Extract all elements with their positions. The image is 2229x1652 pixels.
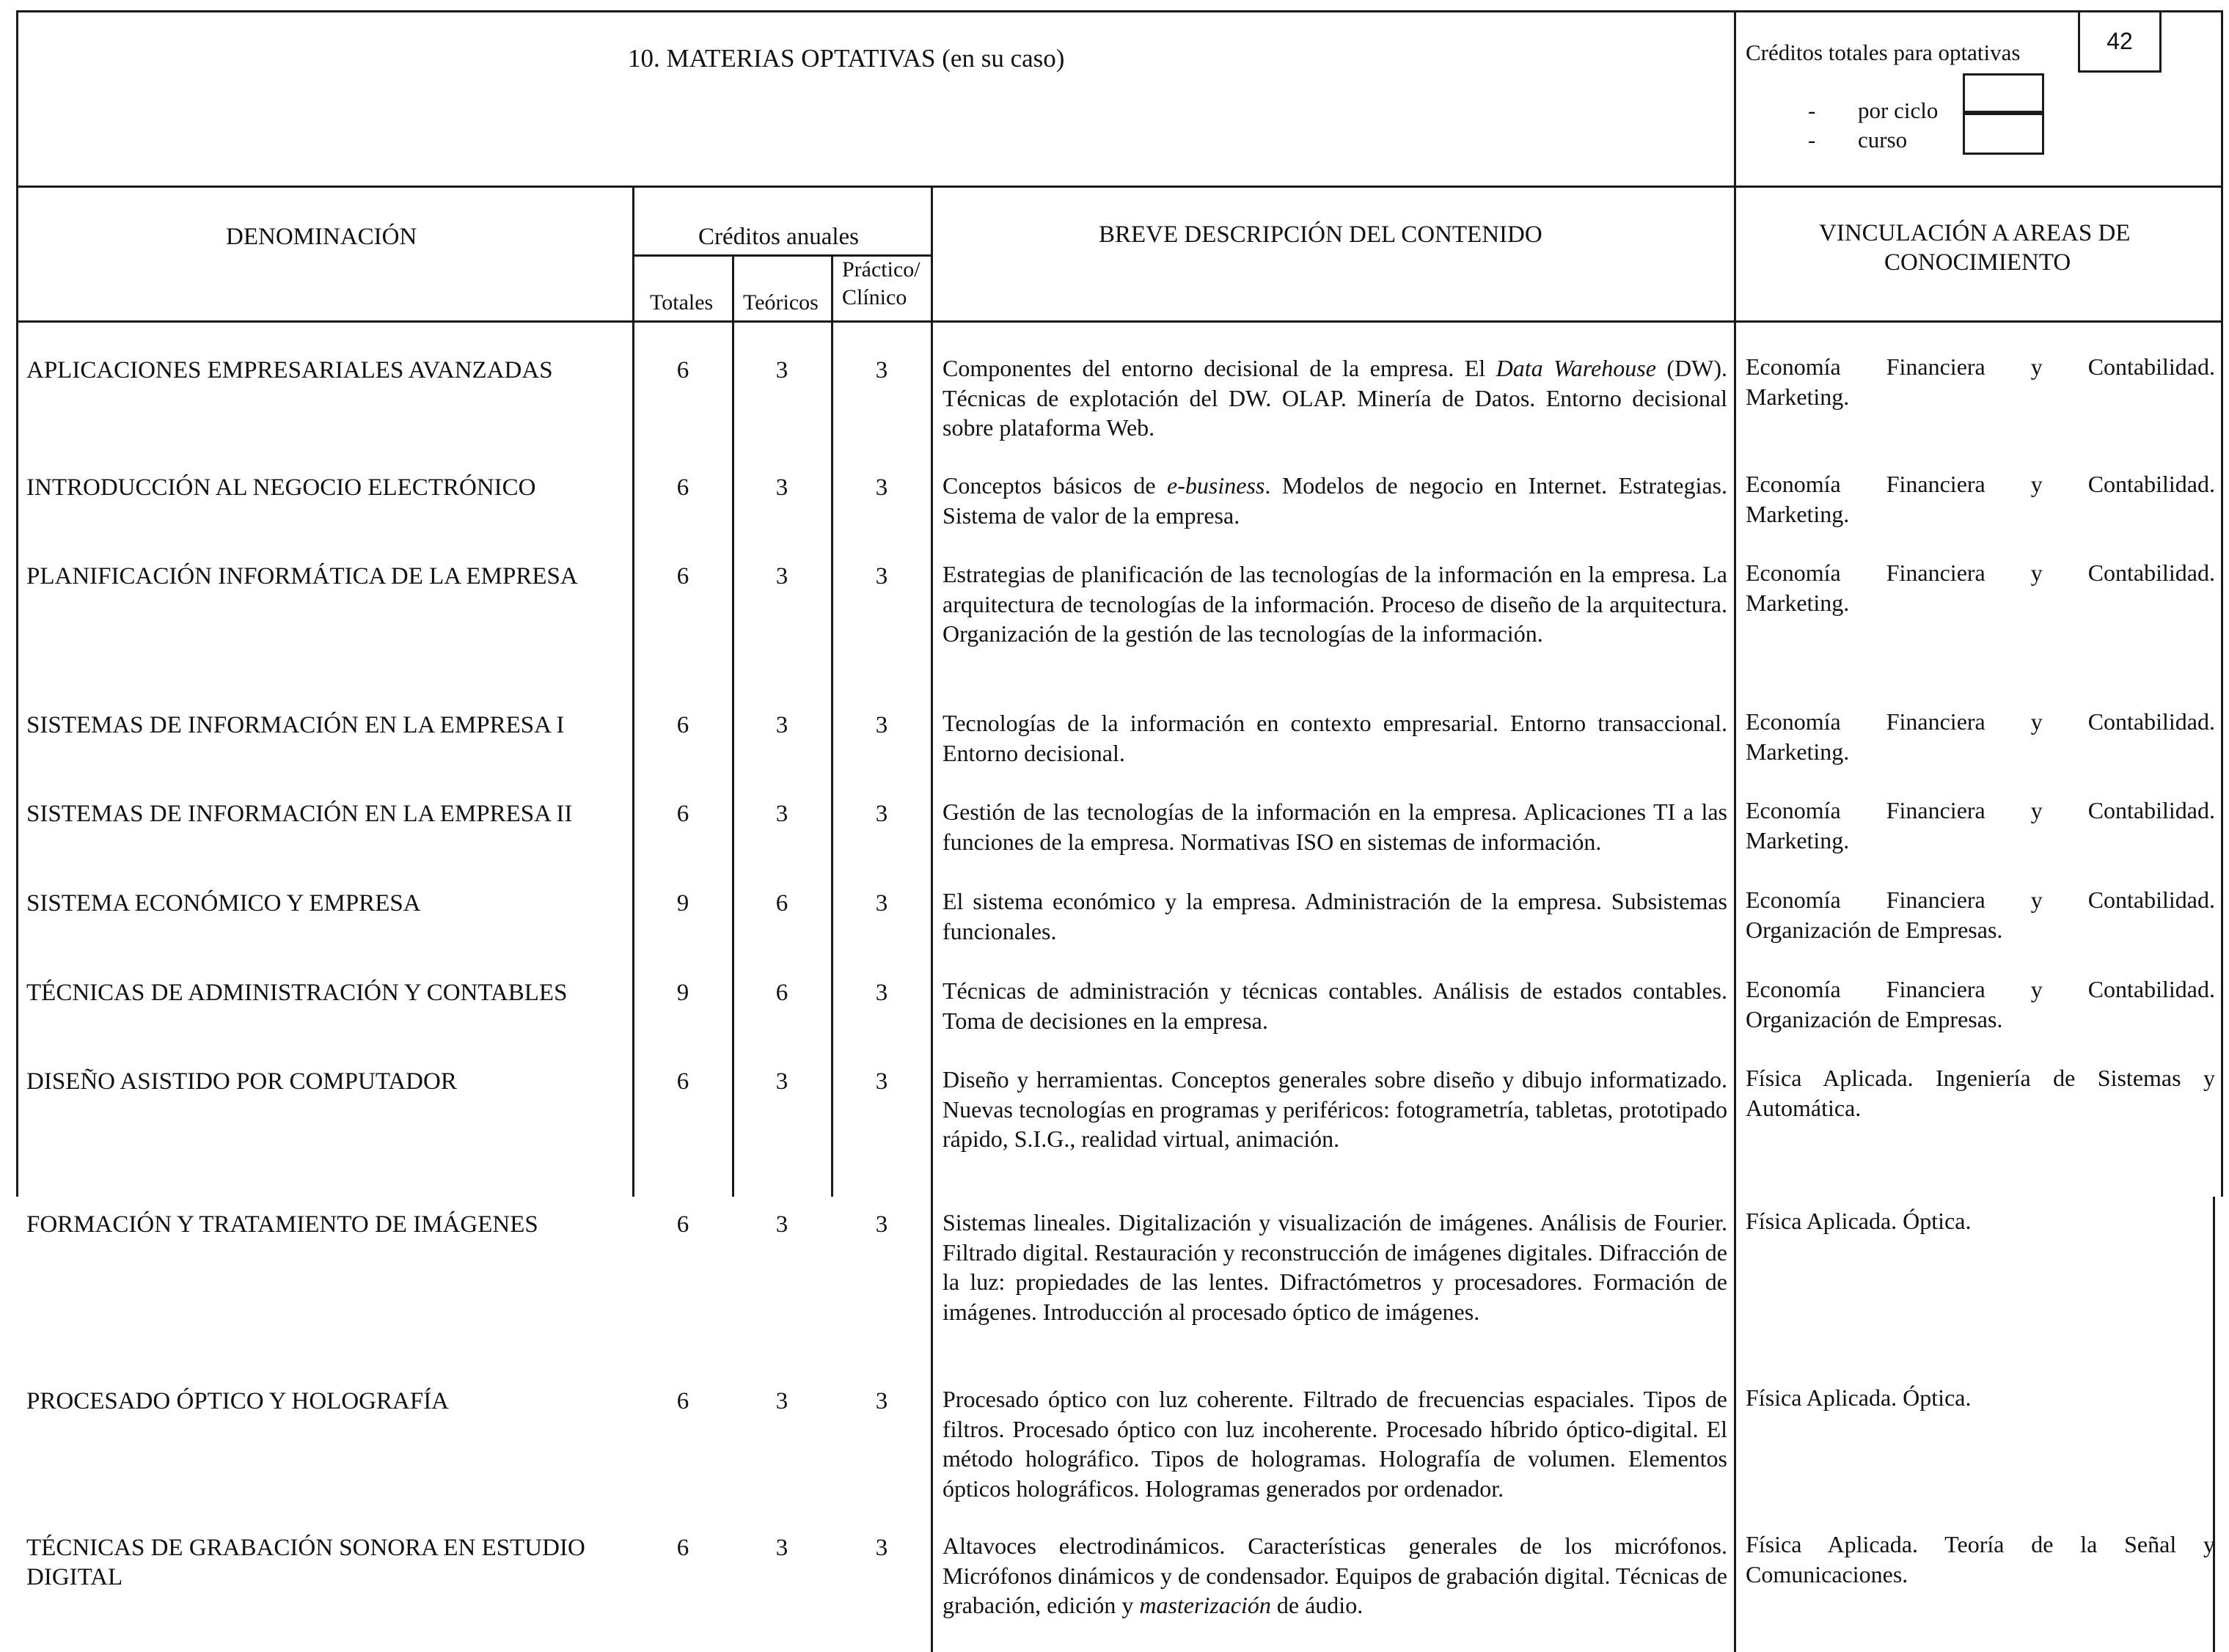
knowledge-area-line1: Economía Financiera y Contabilidad. bbox=[1746, 708, 2215, 735]
credits-practico: 3 bbox=[875, 890, 888, 917]
knowledge-area bbox=[1746, 707, 2215, 766]
border-left-top bbox=[16, 10, 18, 1197]
knowledge-area-line2: Marketing. bbox=[1746, 589, 1850, 616]
knowledge-area bbox=[1746, 1206, 2215, 1236]
knowledge-area-line2: Automática. bbox=[1746, 1094, 1862, 1121]
credits-totales: 6 bbox=[676, 563, 689, 590]
knowledge-area-line1: Economía Financiera y Contabilidad. bbox=[1746, 886, 2215, 913]
col-teoricos: Teóricos bbox=[743, 290, 819, 315]
subject-name: TÉCNICAS DE GRABACIÓN SONORA EN ESTUDIO bbox=[26, 1535, 585, 1561]
curso-box bbox=[1963, 113, 2044, 155]
subject-description: Componentes del entorno decisional de la empresa. El Data Warehouse (DW). Técnicas de explotación del DW. OLAP. Minería de Datos. Entorno decisional sobre plataforma Web. bbox=[943, 355, 1728, 441]
credits-teoricos: 3 bbox=[775, 474, 788, 501]
subject-name: SISTEMA ECONÓMICO Y EMPRESA bbox=[26, 890, 421, 917]
vline-practico bbox=[931, 186, 933, 1652]
subject-description: Altavoces electrodinámicos. Características generales de los micrófonos. Micrófonos dinámicos y de condensador. Equipos de grabación digital. Técnicas de grabación, edición y masterización de áudio. bbox=[943, 1532, 1727, 1618]
desc-italic-term: Data Warehouse bbox=[1496, 355, 1656, 381]
knowledge-area-line2: Organización de Empresas. bbox=[1746, 916, 2003, 943]
border-top bbox=[16, 10, 2222, 12]
knowledge-area bbox=[1746, 1063, 2215, 1123]
vline-vinculacion bbox=[1734, 10, 1736, 1652]
knowledge-area-line1: Economía Financiera y Contabilidad. bbox=[1746, 471, 2215, 497]
col-totales: Totales bbox=[650, 290, 714, 315]
credits-practico: 3 bbox=[875, 474, 888, 501]
credits-totales: 6 bbox=[676, 1211, 689, 1238]
credits-practico: 3 bbox=[875, 1211, 888, 1238]
subject-description: Conceptos básicos de e-business. Modelos de negocio en Internet. Estrategias. Sistema de valor de la empresa. bbox=[943, 472, 1727, 529]
knowledge-area-line2: Marketing. bbox=[1746, 738, 1850, 765]
por-ciclo-label: por ciclo bbox=[1858, 98, 1939, 123]
knowledge-area-line2: Marketing. bbox=[1746, 383, 1850, 410]
knowledge-area-line2: Marketing. bbox=[1746, 500, 1850, 527]
credits-teoricos: 6 bbox=[775, 980, 788, 1006]
subject-name: APLICACIONES EMPRESARIALES AVANZADAS bbox=[26, 357, 553, 383]
credits-practico: 3 bbox=[875, 980, 888, 1006]
knowledge-area bbox=[1746, 558, 2215, 617]
dash-por-ciclo: - bbox=[1808, 98, 1816, 123]
credits-teoricos: 3 bbox=[775, 563, 788, 590]
credits-practico: 3 bbox=[875, 357, 888, 383]
knowledge-area-line1: Economía Financiera y Contabilidad. bbox=[1746, 353, 2215, 380]
knowledge-area bbox=[1746, 1383, 2215, 1413]
credits-totales: 9 bbox=[676, 890, 689, 917]
subject-name: SISTEMAS DE INFORMACIÓN EN LA EMPRESA I bbox=[26, 712, 565, 738]
credits-practico: 3 bbox=[875, 1388, 888, 1414]
knowledge-area-line1: Economía Financiera y Contabilidad. bbox=[1746, 797, 2215, 823]
credits-totales: 9 bbox=[676, 980, 689, 1006]
desc-italic-term: e-business bbox=[1167, 472, 1265, 499]
vline-teoricos bbox=[831, 254, 833, 1197]
credits-totales: 6 bbox=[676, 801, 689, 827]
subject-name: DISEÑO ASISTIDO POR COMPUTADOR bbox=[26, 1068, 457, 1095]
col-vinculacion-line2: CONOCIMIENTO bbox=[1884, 249, 2071, 276]
dash-curso: - bbox=[1808, 127, 1816, 153]
subject-description: Diseño y herramientas. Conceptos generales sobre diseño y dibujo informatizado. Nuevas tecnologías en programas y periféricos: fotogrametría, tabletas, prototipado rápido, S.I.G., realidad virtual, animación. bbox=[943, 1066, 1727, 1152]
header-divider bbox=[16, 186, 2222, 188]
knowledge-area bbox=[1746, 974, 2215, 1034]
creditos-label: Créditos totales para optativas bbox=[1746, 40, 2021, 65]
credits-practico: 3 bbox=[875, 1068, 888, 1095]
credits-teoricos: 3 bbox=[775, 1211, 788, 1238]
knowledge-area bbox=[1746, 1530, 2215, 1589]
credits-practico: 3 bbox=[875, 712, 888, 738]
subject-name: TÉCNICAS DE ADMINISTRACIÓN Y CONTABLES bbox=[26, 980, 568, 1006]
credits-totales: 6 bbox=[676, 1535, 689, 1561]
credits-teoricos: 3 bbox=[775, 801, 788, 827]
knowledge-area bbox=[1746, 885, 2215, 944]
colhead-divider bbox=[16, 320, 2222, 323]
subject-name: PLANIFICACIÓN INFORMÁTICA DE LA EMPRESA bbox=[26, 563, 578, 590]
credits-teoricos: 3 bbox=[775, 1388, 788, 1414]
knowledge-area-line1: Economía Financiera y Contabilidad. bbox=[1746, 976, 2215, 1002]
subject-description: Técnicas de administración y técnicas contables. Análisis de estados contables. Toma de decisiones en la empresa. bbox=[943, 977, 1727, 1034]
credits-practico: 3 bbox=[875, 563, 888, 590]
knowledge-area-line2: Comunicaciones. bbox=[1746, 1560, 1908, 1587]
knowledge-area-line1: Física Aplicada. Óptica. bbox=[1746, 1208, 1972, 1234]
subject-description: Estrategias de planificación de las tecnologías de la información en la empresa. La arquitectura de tecnologías de la información. Proceso de diseño de la arquitectura. Organización de la gestión de las tecnologías de la información. bbox=[943, 561, 1727, 647]
subject-name-cont: DIGITAL bbox=[26, 1564, 123, 1590]
credits-teoricos: 3 bbox=[775, 712, 788, 738]
curso-label: curso bbox=[1858, 127, 1908, 153]
credits-teoricos: 6 bbox=[775, 890, 788, 917]
vline-totales bbox=[732, 254, 734, 1197]
credits-totales: 6 bbox=[676, 357, 689, 383]
por-ciclo-box bbox=[1963, 73, 2044, 113]
border-right bbox=[2221, 10, 2223, 1197]
knowledge-area-line1: Física Aplicada. Teoría de la Señal y bbox=[1746, 1531, 2215, 1557]
vline-denominacion bbox=[632, 186, 634, 1197]
knowledge-area-line2: Organización de Empresas. bbox=[1746, 1005, 2003, 1032]
credits-teoricos: 3 bbox=[775, 1535, 788, 1561]
subject-name: PROCESADO ÓPTICO Y HOLOGRAFÍA bbox=[26, 1388, 450, 1414]
page-title: 10. MATERIAS OPTATIVAS (en su caso) bbox=[628, 44, 1065, 73]
knowledge-area-line1: Economía Financiera y Contabilidad. bbox=[1746, 559, 2215, 586]
credits-practico: 3 bbox=[875, 1535, 888, 1561]
credits-totales: 6 bbox=[676, 474, 689, 501]
credits-totales: 6 bbox=[676, 1388, 689, 1414]
knowledge-area bbox=[1746, 796, 2215, 855]
subject-description: El sistema económico y la empresa. Administración de la empresa. Subsistemas funcionales. bbox=[943, 888, 1727, 944]
subject-name: SISTEMAS DE INFORMACIÓN EN LA EMPRESA II bbox=[26, 801, 573, 827]
credits-practico: 3 bbox=[875, 801, 888, 827]
credits-totales: 6 bbox=[676, 712, 689, 738]
subject-description: Sistemas lineales. Digitalización y visualización de imágenes. Análisis de Fourier. Filtrado digital. Restauración y reconstrucción de imágenes digitales. Difracción de la luz: propiedades de las lentes. Difractómetros y procesadores. Formación de imágenes. Introducción al procesado óptico de imágenes. bbox=[943, 1209, 1727, 1325]
creditos-value: 42 bbox=[2107, 28, 2133, 54]
credits-teoricos: 3 bbox=[775, 1068, 788, 1095]
col-practico-line1: Práctico/ bbox=[842, 257, 920, 282]
subject-name: INTRODUCCIÓN AL NEGOCIO ELECTRÓNICO bbox=[26, 474, 536, 501]
subject-name: FORMACIÓN Y TRATAMIENTO DE IMÁGENES bbox=[26, 1211, 538, 1238]
col-creditos-anuales: Créditos anuales bbox=[698, 224, 860, 250]
desc-italic-term: masterización bbox=[1139, 1592, 1271, 1618]
knowledge-area bbox=[1746, 352, 2215, 411]
col-descripcion: BREVE DESCRIPCIÓN DEL CONTENIDO bbox=[1099, 221, 1542, 248]
col-denominacion: DENOMINACIÓN bbox=[226, 224, 417, 250]
knowledge-area-line1: Física Aplicada. Óptica. bbox=[1746, 1384, 1972, 1411]
knowledge-area bbox=[1746, 469, 2215, 529]
subject-description: Tecnologías de la información en contexto empresarial. Entorno transaccional. Entorno decisional. bbox=[943, 710, 1727, 766]
col-practico-line2: Clínico bbox=[842, 285, 907, 309]
credits-totales: 6 bbox=[676, 1068, 689, 1095]
credits-teoricos: 3 bbox=[775, 357, 788, 383]
subject-description: Gestión de las tecnologías de la información en la empresa. Aplicaciones TI a las funciones de la empresa. Normativas ISO en sistemas de información. bbox=[943, 799, 1727, 855]
subject-description: Procesado óptico con luz coherente. Filtrado de frecuencias espaciales. Tipos de filtros. Procesado óptico con luz incoherente. Procesado híbrido óptico-digital. El método holográfico. Tipos de hologramas. Holografía de volumen. Elementos ópticos holográficos. Hologramas generados por ordenador. bbox=[943, 1386, 1727, 1502]
knowledge-area-line2: Marketing. bbox=[1746, 826, 1850, 853]
knowledge-area-line1: Física Aplicada. Ingeniería de Sistemas y bbox=[1746, 1065, 2215, 1091]
col-vinculacion-line1: VINCULACIÓN A AREAS DE bbox=[1819, 220, 2131, 246]
